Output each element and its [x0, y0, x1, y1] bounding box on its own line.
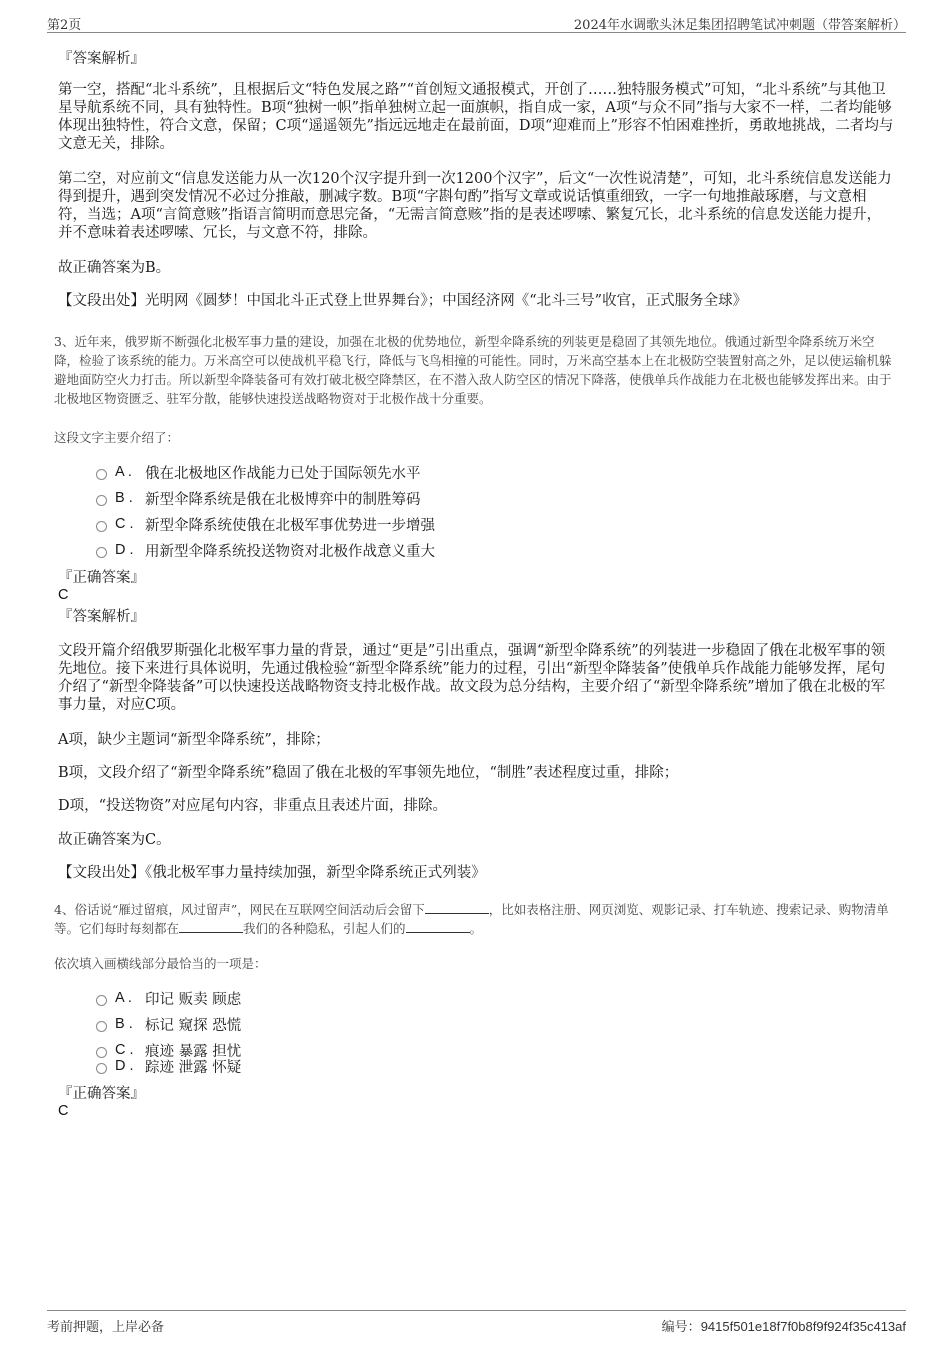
- q3-analysis-main: 文段开篇介绍俄罗斯强化北极军事力量的背景，通过“更是”引出重点，强调“新型伞降系统”的列装进一步稳固了俄在北极军事的领先地位。接下来进行具体说明，先通过俄检验“新型伞降系统”能力的过程，引出“新型伞降装备”使俄单兵作战能力能够发挥，尾句介绍了“新型伞降装备”可以快速投送战略物资支持北极作战。故文段为总分结构，主要介绍了“新型伞降系统”增加了俄在北极的军事力量，对应C项。: [58, 643, 886, 713]
- radio-icon[interactable]: [96, 547, 107, 558]
- q3-answer: C: [58, 587, 69, 603]
- q2-source: 【文段出处】光明网《圆梦！中国北斗正式登上世界舞台》；中国经济网《“北斗三号”收官，正式服务全球》: [58, 293, 748, 309]
- option-key: D .: [115, 542, 134, 558]
- q3-analysis-a: A项，缺少主题词“新型伞降系统”，排除；: [58, 732, 330, 748]
- q4-answer: C: [58, 1103, 69, 1119]
- q4-stem: [54, 900, 896, 938]
- radio-icon[interactable]: [96, 521, 107, 532]
- q3-analysis-d: D项，“投送物资”对应尾句内容，非重点且表述片面，排除。: [58, 798, 447, 814]
- option-text: 标记 窥探 恐慌: [145, 1017, 242, 1034]
- q2-analysis-label: 『答案解析』: [58, 51, 145, 67]
- option-text: 新型伞降系统是俄在北极博弈中的制胜筹码: [145, 491, 421, 508]
- q4-option-d[interactable]: [96, 1056, 241, 1076]
- option-key: B .: [115, 1016, 133, 1032]
- q3-option-d[interactable]: [96, 540, 435, 560]
- radio-icon[interactable]: [96, 1063, 107, 1074]
- document-title: 2024年水调歌头沐足集团招聘笔试冲刺题（带答案解析）: [573, 18, 906, 33]
- q4-stem-part2: ，比如表格注册、网页浏览、观影记录、打车轨迹、搜索记录、购物清单等。它们每时每刻都在: [54, 902, 889, 936]
- option-key: A .: [115, 990, 132, 1006]
- q3-conclusion: 故正确答案为C。: [58, 832, 171, 848]
- q4-answer-label: 『正确答案』: [58, 1086, 145, 1102]
- q3-analysis-label: 『答案解析』: [58, 609, 145, 625]
- q4-stem-part4: 。: [469, 921, 483, 936]
- q4-stem-part1: 4、俗话说“雁过留痕，风过留声”，网民在互联网空间活动后会留下: [54, 902, 425, 917]
- q3-source: 【文段出处】《俄北极军事力量持续加强，新型伞降系统正式列装》: [58, 865, 486, 881]
- option-key: D .: [115, 1058, 134, 1074]
- footer-code: [662, 1316, 906, 1335]
- blank-2: [179, 921, 243, 933]
- page-number: 第2页: [47, 18, 82, 33]
- q3-prompt: 这段文字主要介绍了：: [54, 430, 180, 445]
- page-header: [47, 13, 906, 33]
- q3-option-a[interactable]: [96, 462, 421, 482]
- q4-option-b[interactable]: [96, 1014, 241, 1034]
- q2-conclusion: 故正确答案为B。: [58, 260, 171, 276]
- option-key: B .: [115, 490, 133, 506]
- q3-analysis-b: B项，文段介绍了“新型伞降系统”稳固了俄在北极的军事领先地位，“制胜”表述程度过重，排除；: [58, 765, 679, 781]
- page-footer: [47, 1310, 906, 1336]
- radio-icon[interactable]: [96, 495, 107, 506]
- blank-1: [425, 902, 489, 914]
- radio-icon[interactable]: [96, 1021, 107, 1032]
- q3-option-c[interactable]: [96, 514, 435, 534]
- q2-analysis-para1: 第一空，搭配“北斗系统”，且根据后文“特色发展之路”“首创短文通报模式，开创了……独特服务模式”可知，“北斗系统”与其他卫星导航系统不同，具有独特性。B项“独树一帜”指单独树立起一面旗帜，指自成一家，A项“与众不同”指与大家不一样，二者均能够体现出独特性，符合文意，保留；C项“遥遥领先”指远远地走在最前面，D项“迎难而上”形容不怕困难挫折，勇敢地挑战，二者均与文意无关，排除。: [58, 82, 894, 152]
- q4-prompt: 依次填入画横线部分最恰当的一项是：: [54, 956, 267, 971]
- q3-answer-label: 『正确答案』: [58, 570, 145, 586]
- option-text: 俄在北极地区作战能力已处于国际领先水平: [145, 465, 421, 482]
- option-text: 印记 贩卖 顾虑: [145, 991, 242, 1008]
- option-text: 踪迹 泄露 怀疑: [145, 1059, 242, 1076]
- q2-analysis-para2: 第二空，对应前文“信息发送能力从一次120个汉字提升到一次1200个汉字”，后文“一次性说清楚”，可知，北斗系统信息发送能力得到提升，遇到突发情况不必过分推敲，删减字数。B项“字斟句酌”指写文章或说话慎重细致，一字一句地推敲琢磨，与文意相符，当选；A项“言简意赅”指语言简明而意思完备，“无需言简意赅”指的是表述啰嗦、繁复冗长，北斗系统的信息发送能力提升，并不意味着表述啰嗦、冗长，与文意不符，排除。: [58, 171, 892, 241]
- footer-code-value: 9415f501e18f7f0b8f9f924f35c413af: [700, 1319, 906, 1334]
- blank-3: [406, 921, 470, 933]
- q4-option-a[interactable]: [96, 988, 241, 1008]
- radio-icon[interactable]: [96, 995, 107, 1006]
- footer-slogan: 考前押题，上岸必备: [47, 1320, 165, 1335]
- option-key: A .: [115, 464, 132, 480]
- radio-icon[interactable]: [96, 469, 107, 480]
- q3-stem: 3、近年来，俄罗斯不断强化北极军事力量的建设，加强在北极的优势地位，新型伞降系统的列装更是稳固了其领先地位。俄通过新型伞降系统万米空降，检验了该系统的能力。万米高空可以使战机平稳飞行，降低与飞鸟相撞的可能性。同时，万米高空基本上在北极防空装置射高之外，足以使运输机躲避地面防空火力打击。所以新型伞降装备可有效打破北极空降禁区，在不潜入敌人防空区的情况下降落，使俄单兵作战能力在北极也能够发挥出来。由于北极地区物资匮乏、驻军分散，能够快速投送战略物资对于北极作战十分重要。: [54, 334, 892, 406]
- footer-code-label: 编号：: [661, 1320, 701, 1335]
- option-key: C .: [115, 1042, 134, 1058]
- option-key: C .: [115, 516, 134, 532]
- option-text: 痕迹 暴露 担忧: [145, 1043, 242, 1060]
- q3-option-b[interactable]: [96, 488, 421, 508]
- option-text: 新型伞降系统使俄在北极军事优势进一步增强: [145, 517, 435, 534]
- option-text: 用新型伞降系统投送物资对北极作战意义重大: [145, 543, 435, 560]
- q4-stem-part3: 我们的各种隐私，引起人们的: [243, 921, 406, 936]
